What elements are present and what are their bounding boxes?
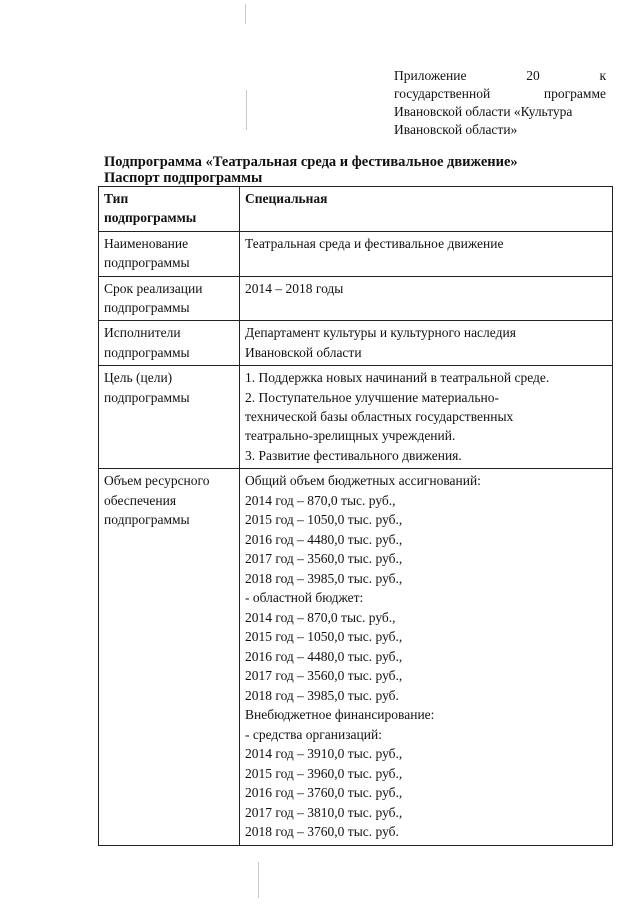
table-row-period <box>99 276 613 321</box>
row-value-cell <box>240 276 613 321</box>
appendix-number: 20 <box>526 68 540 83</box>
funding-line: 2014 год – 870,0 тыс. руб., <box>245 609 396 625</box>
row-value-line: Театральная среда и фестивальное движение <box>245 235 504 251</box>
row-label-line: обеспечения <box>104 492 177 508</box>
funding-line: 2018 год – 3760,0 тыс. руб. <box>245 824 399 840</box>
row-value-cell <box>240 321 613 366</box>
row-label-cell <box>99 276 240 321</box>
funding-line: 2017 год – 3560,0 тыс. руб., <box>245 551 403 567</box>
row-label-line: подпрограммы <box>104 389 190 405</box>
appendix-word: государственной <box>394 86 491 101</box>
row-value-cell <box>240 187 613 232</box>
scan-artifact-upper <box>246 90 247 130</box>
row-label-line: Исполнители <box>104 325 181 341</box>
appendix-line-4: Ивановской области» <box>394 122 518 137</box>
funding-line: - областной бюджет: <box>245 590 364 606</box>
row-label-line: подпрограммы <box>104 210 197 226</box>
goal-line: технической базы областных государственных <box>245 409 514 425</box>
row-label-line: Цель (цели) <box>104 370 173 386</box>
goal-line: 2. Поступательное улучшение материально- <box>245 389 500 405</box>
funding-line: 2017 год – 3810,0 тыс. руб., <box>245 804 403 820</box>
funding-line: 2015 год – 3960,0 тыс. руб., <box>245 765 403 781</box>
funding-line: 2014 год – 870,0 тыс. руб., <box>245 492 396 508</box>
row-label-line: подпрограммы <box>104 255 190 271</box>
row-value-cell <box>240 231 613 276</box>
funding-line: Общий объем бюджетных ассигнований: <box>245 473 481 489</box>
row-label-line: подпрограммы <box>104 344 190 360</box>
subprogram-title: Подпрограмма «Театральная среда и фестивальное движение» <box>104 154 518 170</box>
funding-line: 2016 год – 3760,0 тыс. руб., <box>245 785 403 801</box>
passport-title: Паспорт подпрограммы <box>104 170 263 186</box>
appendix-word: Приложение <box>394 68 467 83</box>
funding-line: - средства организаций: <box>245 726 382 742</box>
appendix-word: к <box>599 68 606 83</box>
table-row-goals <box>99 366 613 469</box>
appendix-reference <box>394 67 606 139</box>
appendix-line-3: Ивановской области «Культура <box>394 104 573 119</box>
row-label-line: Тип <box>104 191 129 206</box>
row-label-cell <box>99 469 240 846</box>
row-value-line: Ивановской области <box>245 344 362 360</box>
funding-line: 2014 год – 3910,0 тыс. руб., <box>245 746 403 762</box>
row-label-cell <box>99 187 240 232</box>
row-value-line: 2014 – 2018 годы <box>245 280 344 296</box>
funding-line: 2016 год – 4480,0 тыс. руб., <box>245 648 403 664</box>
row-label-line: подпрограммы <box>104 512 190 528</box>
goal-line: 3. Развитие фестивального движения. <box>245 447 462 463</box>
row-value-cell <box>240 469 613 846</box>
row-value-line: Специальная <box>245 191 328 206</box>
goal-line: театрально-зрелищных учреждений. <box>245 428 456 444</box>
row-value-line: Департамент культуры и культурного наследия <box>245 325 516 341</box>
scan-artifact-bottom <box>258 862 259 898</box>
funding-line: 2017 год – 3560,0 тыс. руб., <box>245 668 403 684</box>
table-row-type <box>99 187 613 232</box>
funding-line: Внебюджетное финансирование: <box>245 707 435 723</box>
funding-line: 2018 год – 3985,0 тыс. руб. <box>245 687 399 703</box>
table-row-executors <box>99 321 613 366</box>
row-label-line: подпрограммы <box>104 300 190 316</box>
appendix-word: программе <box>543 86 606 101</box>
table-row-funding <box>99 469 613 846</box>
row-label-cell <box>99 321 240 366</box>
appendix-line-1 <box>394 67 606 85</box>
funding-line: 2018 год – 3985,0 тыс. руб., <box>245 570 403 586</box>
goal-line: 1. Поддержка новых начинаний в театральной среде. <box>245 370 550 386</box>
appendix-line-2 <box>394 85 606 103</box>
document-heading <box>104 154 518 186</box>
row-label-cell <box>99 231 240 276</box>
passport-table <box>98 186 613 846</box>
table-row-name <box>99 231 613 276</box>
funding-line: 2015 год – 1050,0 тыс. руб., <box>245 629 403 645</box>
row-label-line: Наименование <box>104 235 189 251</box>
scan-artifact-top <box>245 4 246 24</box>
funding-line: 2016 год – 4480,0 тыс. руб., <box>245 531 403 547</box>
funding-line: 2015 год – 1050,0 тыс. руб., <box>245 512 403 528</box>
row-label-cell <box>99 366 240 469</box>
row-label-line: Объем ресурсного <box>104 473 210 489</box>
row-label-line: Срок реализации <box>104 280 203 296</box>
row-value-cell <box>240 366 613 469</box>
